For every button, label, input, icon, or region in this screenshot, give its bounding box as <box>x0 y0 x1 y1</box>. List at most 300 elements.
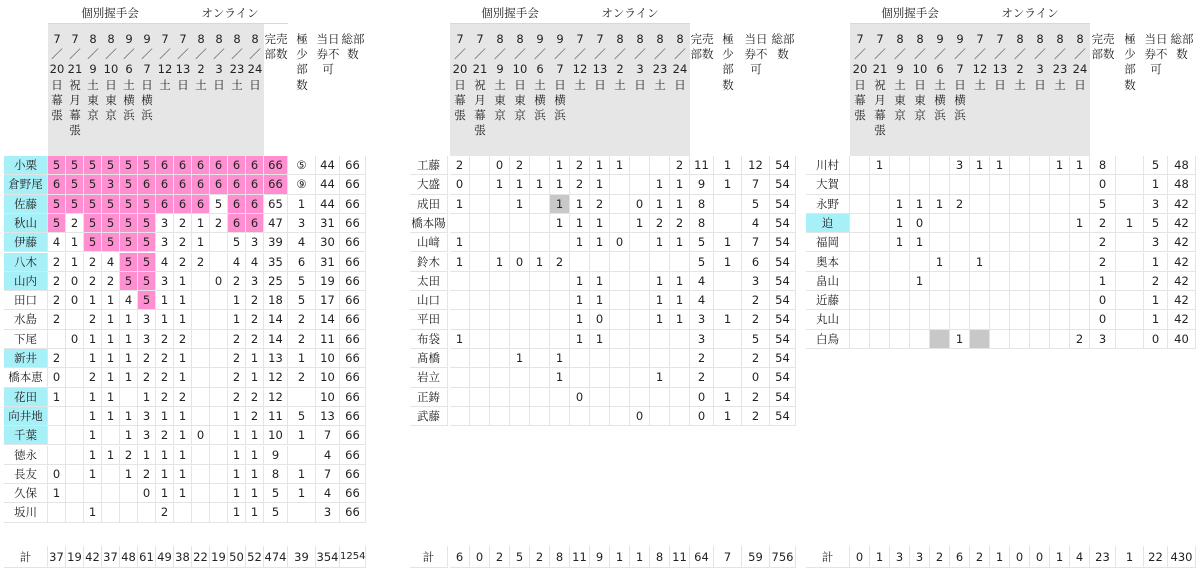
column-header-line: 張 <box>454 108 466 123</box>
column-header-line: 土 <box>1054 77 1066 92</box>
table-cell <box>470 195 490 214</box>
table-cell: 2 <box>228 388 246 407</box>
table-cell: 1 <box>288 349 316 368</box>
column-header-line: ／ <box>554 47 566 62</box>
group-header-handshake: 個別握手会 <box>450 2 570 24</box>
column-header-line: 部数 <box>690 47 714 62</box>
column-header-d5 <box>930 24 950 156</box>
table-cell <box>1030 291 1050 310</box>
column-header-line: 7 <box>976 32 984 46</box>
table-cell: 66 <box>340 214 366 233</box>
column-header-line: 総部 <box>1170 32 1194 46</box>
table-cell <box>1116 330 1144 349</box>
column-header-line: ／ <box>914 47 926 62</box>
table-cell: 6 <box>156 175 174 194</box>
table-cell: 1 <box>174 426 192 445</box>
row-name: 久保 <box>4 484 48 503</box>
column-header-line: 13 <box>992 62 1008 77</box>
table-cell <box>192 349 210 368</box>
table-cell <box>630 156 650 175</box>
table-cell: 1 <box>84 349 102 368</box>
table-cell: 1 <box>490 175 510 194</box>
group-header-online: オンライン <box>172 2 288 24</box>
table-cell <box>490 214 510 233</box>
table-cell <box>910 253 930 272</box>
table-cell: 6 <box>192 175 210 194</box>
table-cell <box>192 407 210 426</box>
column-header-line: 数 <box>296 77 308 92</box>
table-cell: 2 <box>84 272 102 291</box>
column-header-line: 祝 <box>69 77 81 92</box>
column-header-line: 23 <box>229 62 245 77</box>
table-cell <box>192 503 210 522</box>
column-header-line: 7 <box>576 32 584 46</box>
table-cell: 1 <box>1144 175 1168 194</box>
table-cell <box>950 310 970 329</box>
table-cell: 1 <box>84 388 102 407</box>
table-cell <box>1070 291 1090 310</box>
table-cell: 66 <box>340 446 366 465</box>
table-cell: 8 <box>690 214 714 233</box>
table-cell <box>470 368 490 387</box>
column-header-line: 祝 <box>874 77 886 92</box>
table-cell: 0 <box>690 388 714 407</box>
total-cell: 2 <box>930 546 950 568</box>
table-cell: 1 <box>138 446 156 465</box>
table-cell: 0 <box>450 175 470 194</box>
table-cell: 1 <box>84 503 102 522</box>
table-cell <box>550 310 570 329</box>
table-cell: 1 <box>650 291 670 310</box>
column-header-line: 日 <box>177 77 189 92</box>
column-header-line: 8 <box>107 32 115 46</box>
column-header-line: 京 <box>105 108 117 123</box>
total-cell: 11 <box>570 546 590 568</box>
column-header-d3 <box>84 24 102 156</box>
table-cell <box>48 503 66 522</box>
column-header-line: 部数 <box>1091 47 1115 62</box>
table-cell <box>288 503 316 522</box>
row-name: 工藤 <box>410 156 448 175</box>
table-cell <box>850 195 870 214</box>
table-cell <box>120 484 138 503</box>
column-header-line: ／ <box>51 47 63 62</box>
table-cell: 1 <box>228 503 246 522</box>
table-cell: 7 <box>316 465 340 484</box>
column-header-line: 土 <box>574 77 586 92</box>
total-cell: 8 <box>650 546 670 568</box>
table-cell: 1 <box>156 465 174 484</box>
table-cell: 30 <box>316 233 340 252</box>
total-cell: 3 <box>910 546 930 568</box>
table-cell: 5 <box>742 195 770 214</box>
table-cell: 1 <box>450 233 470 252</box>
total-cell: 1 <box>1116 546 1144 568</box>
table-cell: 66 <box>340 330 366 349</box>
total-cell: 3 <box>890 546 910 568</box>
column-header-line: 土 <box>159 77 171 92</box>
table-cell: 1 <box>670 272 690 291</box>
table-cell <box>66 407 84 426</box>
table-cell <box>590 368 610 387</box>
table-cell <box>210 291 228 310</box>
table-cell: 5 <box>66 195 84 214</box>
table-cell <box>470 175 490 194</box>
column-header-line: 数 <box>347 47 359 62</box>
total-cell: 1 <box>610 546 630 568</box>
column-header-line: ／ <box>994 47 1006 62</box>
table-cell: 1 <box>102 349 120 368</box>
column-header-line: 券不 <box>316 47 340 62</box>
table-cell: 3 <box>156 214 174 233</box>
table-cell <box>102 465 120 484</box>
table-cell <box>930 272 950 291</box>
column-header-line: 土 <box>231 77 243 92</box>
column-header-line: 日 <box>954 77 966 92</box>
column-header-d1 <box>850 24 870 156</box>
table-cell: 5 <box>102 156 120 175</box>
table-cell: 5 <box>228 233 246 252</box>
table-cell: 1 <box>174 465 192 484</box>
table-cell: 1 <box>714 253 742 272</box>
column-header-line: 2 <box>1016 62 1024 77</box>
table-cell: 1 <box>156 446 174 465</box>
column-header-line: ／ <box>249 47 261 62</box>
table-cell: 1 <box>1050 156 1070 175</box>
table-cell <box>174 503 192 522</box>
table-cell: 8 <box>1090 156 1116 175</box>
table-cell <box>530 368 550 387</box>
table-cell: 42 <box>1168 214 1196 233</box>
column-header-line: ／ <box>213 47 225 62</box>
table-cell: 1 <box>120 349 138 368</box>
column-header-o6 <box>246 24 264 156</box>
table-cell <box>650 349 670 368</box>
table-cell <box>1030 253 1050 272</box>
column-header-line: 部 <box>1124 62 1136 77</box>
column-header-line: 8 <box>676 32 684 46</box>
table-cell <box>1050 233 1070 252</box>
table-cell: 2 <box>156 388 174 407</box>
table-cell <box>870 195 890 214</box>
table-cell: 1 <box>450 330 470 349</box>
row-name: 平田 <box>410 310 448 329</box>
table-cell: 1 <box>246 446 264 465</box>
table-cell <box>66 503 84 522</box>
table-cell <box>610 214 630 233</box>
table-cell <box>66 310 84 329</box>
group-header-online: オンライン <box>570 2 690 24</box>
column-header-line: ／ <box>69 47 81 62</box>
column-header-line: 数 <box>1176 47 1188 62</box>
table-cell: 42 <box>1168 233 1196 252</box>
table-cell: 1 <box>510 349 530 368</box>
table-cell: 66 <box>340 291 366 310</box>
column-header-line: 3 <box>1036 62 1044 77</box>
table-cell: 12 <box>264 368 288 387</box>
table-cell: 39 <box>264 233 288 252</box>
column-header-line: 日 <box>994 77 1006 92</box>
table-cell: 5 <box>1144 156 1168 175</box>
column-header-line: 土 <box>1014 77 1026 92</box>
table-cell: 1 <box>288 465 316 484</box>
table-cell <box>1030 310 1050 329</box>
table-cell <box>48 407 66 426</box>
table-cell: 1 <box>120 368 138 387</box>
table-cell: 1 <box>590 175 610 194</box>
table-cell: 0 <box>570 388 590 407</box>
column-header-d2 <box>66 24 84 156</box>
table-cell: 1 <box>650 195 670 214</box>
column-header-line: 幕 <box>69 108 81 123</box>
table-cell: 1 <box>84 465 102 484</box>
column-header-line: 9 <box>496 62 504 77</box>
table-cell: 1 <box>714 156 742 175</box>
table-cell: 5 <box>138 291 156 310</box>
table-cell: 3 <box>156 233 174 252</box>
table-cell: 4 <box>48 233 66 252</box>
table-cell: 3 <box>1144 233 1168 252</box>
table-cell: 1 <box>670 291 690 310</box>
total-cell: 1 <box>1050 546 1070 568</box>
column-header-sameday <box>1144 24 1168 156</box>
column-header-line: 9 <box>536 32 544 46</box>
column-header-line: 日 <box>105 77 117 92</box>
column-header-line: 8 <box>916 32 924 46</box>
table-cell: 5 <box>84 156 102 175</box>
table-cell: 3 <box>288 214 316 233</box>
table-cell: 2 <box>228 349 246 368</box>
table-cell: 5 <box>742 330 770 349</box>
table-cell <box>890 310 910 329</box>
column-header-line: 24 <box>247 62 263 77</box>
column-header-o1 <box>970 24 990 156</box>
total-cell: 0 <box>470 546 490 568</box>
table-cell <box>990 175 1010 194</box>
table-cell <box>192 388 210 407</box>
table-cell: 1 <box>650 272 670 291</box>
table-cell: 1 <box>510 175 530 194</box>
table-cell: 1 <box>174 310 192 329</box>
table-cell <box>990 195 1010 214</box>
table-cell: 2 <box>228 330 246 349</box>
table-cell: 6 <box>174 175 192 194</box>
table-cell: 2 <box>742 388 770 407</box>
table-cell <box>84 484 102 503</box>
column-header-d5 <box>530 24 550 156</box>
table-cell: 1 <box>650 368 670 387</box>
table-cell: 4 <box>690 291 714 310</box>
table-cell: 1 <box>570 272 590 291</box>
table-cell <box>1010 272 1030 291</box>
table-cell: 1 <box>970 253 990 272</box>
table-cell <box>630 388 650 407</box>
column-header-line: 幕 <box>51 92 63 107</box>
column-header-line: 土 <box>534 77 546 92</box>
table-cell: 54 <box>770 368 796 387</box>
table-cell: 3 <box>690 330 714 349</box>
column-header-line: 祝 <box>474 77 486 92</box>
total-cell: 756 <box>770 546 796 568</box>
table-cell: 1 <box>120 426 138 445</box>
column-header-d2 <box>870 24 890 156</box>
table-cell <box>66 388 84 407</box>
table-cell: 6 <box>246 195 264 214</box>
total-cell: 2 <box>490 546 510 568</box>
table-cell <box>1116 291 1144 310</box>
table-cell: 1 <box>174 291 192 310</box>
table-cell <box>490 368 510 387</box>
table-cell <box>630 253 650 272</box>
column-header-line: 幕 <box>874 108 886 123</box>
column-header-line: 日 <box>249 77 261 92</box>
column-header-o5 <box>650 24 670 156</box>
column-header-line: 幕 <box>474 108 486 123</box>
table-cell: 5 <box>120 214 138 233</box>
column-header-line: 張 <box>474 123 486 138</box>
column-header-sold <box>690 24 714 156</box>
table-cell: 5 <box>84 233 102 252</box>
table-cell: 6 <box>246 156 264 175</box>
table-cell: 54 <box>770 253 796 272</box>
column-header-line: 土 <box>894 77 906 92</box>
table-cell <box>930 330 950 349</box>
column-header-line: 数 <box>722 77 734 92</box>
table-cell: 2 <box>742 407 770 426</box>
table-cell: 2 <box>102 272 120 291</box>
table-cell <box>650 330 670 349</box>
column-header-line: 9 <box>956 32 964 46</box>
group-header-handshake: 個別握手会 <box>850 2 970 24</box>
table-cell: 11 <box>690 156 714 175</box>
table-cell: 66 <box>340 503 366 522</box>
table-cell: 48 <box>1168 156 1196 175</box>
column-header-line: 当日 <box>316 32 340 46</box>
table-cell <box>990 272 1010 291</box>
column-header-o6 <box>1070 24 1090 156</box>
table-cell <box>890 156 910 175</box>
table-cell: 2 <box>174 253 192 272</box>
row-name: 山内 <box>4 272 48 291</box>
column-header-line: 8 <box>656 32 664 46</box>
table-cell: 2 <box>156 330 174 349</box>
table-cell: 2 <box>246 291 264 310</box>
column-header-d1 <box>450 24 470 156</box>
total-cell: 0 <box>1030 546 1050 568</box>
table-cell <box>1010 291 1030 310</box>
column-header-line: 20 <box>852 62 868 77</box>
column-header-line: 8 <box>1056 32 1064 46</box>
column-header-line: 7 <box>161 32 169 46</box>
table-cell <box>66 426 84 445</box>
table-cell <box>670 407 690 426</box>
column-header-line: 浜 <box>141 108 153 123</box>
row-name: 丸山 <box>806 310 850 329</box>
table-cell <box>890 272 910 291</box>
table-cell: 1 <box>174 272 192 291</box>
column-header-line: 可 <box>322 62 334 77</box>
column-header-line: 極 <box>722 32 734 46</box>
table-cell: 1 <box>138 388 156 407</box>
column-header-total <box>340 24 366 156</box>
column-header-d5 <box>120 24 138 156</box>
table-cell <box>930 291 950 310</box>
table-cell: 6 <box>156 195 174 214</box>
column-header-line: 7 <box>71 32 79 46</box>
table-cell: 54 <box>770 310 796 329</box>
table-cell <box>1050 253 1070 272</box>
row-name: 山﨑 <box>410 233 448 252</box>
column-header-line: ／ <box>614 47 626 62</box>
table-cell: 5 <box>84 214 102 233</box>
column-header-line: ／ <box>177 47 189 62</box>
table-cell: 1 <box>550 349 570 368</box>
column-header-line: ／ <box>141 47 153 62</box>
table-cell: 5 <box>1090 195 1116 214</box>
table-cell: 1 <box>550 156 570 175</box>
table-cell <box>1050 291 1070 310</box>
table-cell <box>1010 330 1030 349</box>
table-cell <box>610 175 630 194</box>
column-header-line: 可 <box>750 62 762 77</box>
table-cell <box>610 388 630 407</box>
table-cell: 1 <box>192 214 210 233</box>
table-cell <box>210 503 228 522</box>
table-cell <box>550 233 570 252</box>
table-cell <box>510 291 530 310</box>
column-header-o4 <box>630 24 650 156</box>
table-cell: 1 <box>950 330 970 349</box>
table-cell: 2 <box>228 368 246 387</box>
table-cell <box>510 310 530 329</box>
table-cell <box>1116 272 1144 291</box>
table-cell <box>870 214 890 233</box>
table-cell <box>970 330 990 349</box>
row-name: 近藤 <box>806 291 850 310</box>
table-cell <box>870 330 890 349</box>
table-cell <box>670 388 690 407</box>
table-cell <box>714 368 742 387</box>
row-name: 坂川 <box>4 503 48 522</box>
total-cell: 59 <box>742 546 770 568</box>
table-cell: 1 <box>156 291 174 310</box>
table-cell: 2 <box>690 368 714 387</box>
table-cell: 1 <box>714 310 742 329</box>
column-header-o5 <box>1050 24 1070 156</box>
table-cell: 1 <box>570 310 590 329</box>
table-cell: 2 <box>510 156 530 175</box>
column-header-o5 <box>228 24 246 156</box>
table-cell: 66 <box>340 388 366 407</box>
table-cell <box>192 272 210 291</box>
table-cell: 54 <box>770 272 796 291</box>
column-header-line: 9 <box>556 32 564 46</box>
column-header-total <box>1168 24 1196 156</box>
table-cell: 1 <box>288 484 316 503</box>
column-header-line: 日 <box>1074 77 1086 92</box>
table-cell: 4 <box>228 253 246 272</box>
column-header-line: 土 <box>123 77 135 92</box>
table-cell: 6 <box>192 156 210 175</box>
table-cell <box>1116 310 1144 329</box>
table-cell: 2 <box>138 465 156 484</box>
column-header-line: 浜 <box>554 108 566 123</box>
table-cell: 1 <box>246 426 264 445</box>
table-cell: 6 <box>192 195 210 214</box>
table-cell <box>1070 195 1090 214</box>
column-header-line: 東 <box>87 92 99 107</box>
column-header-line: 日 <box>141 77 153 92</box>
